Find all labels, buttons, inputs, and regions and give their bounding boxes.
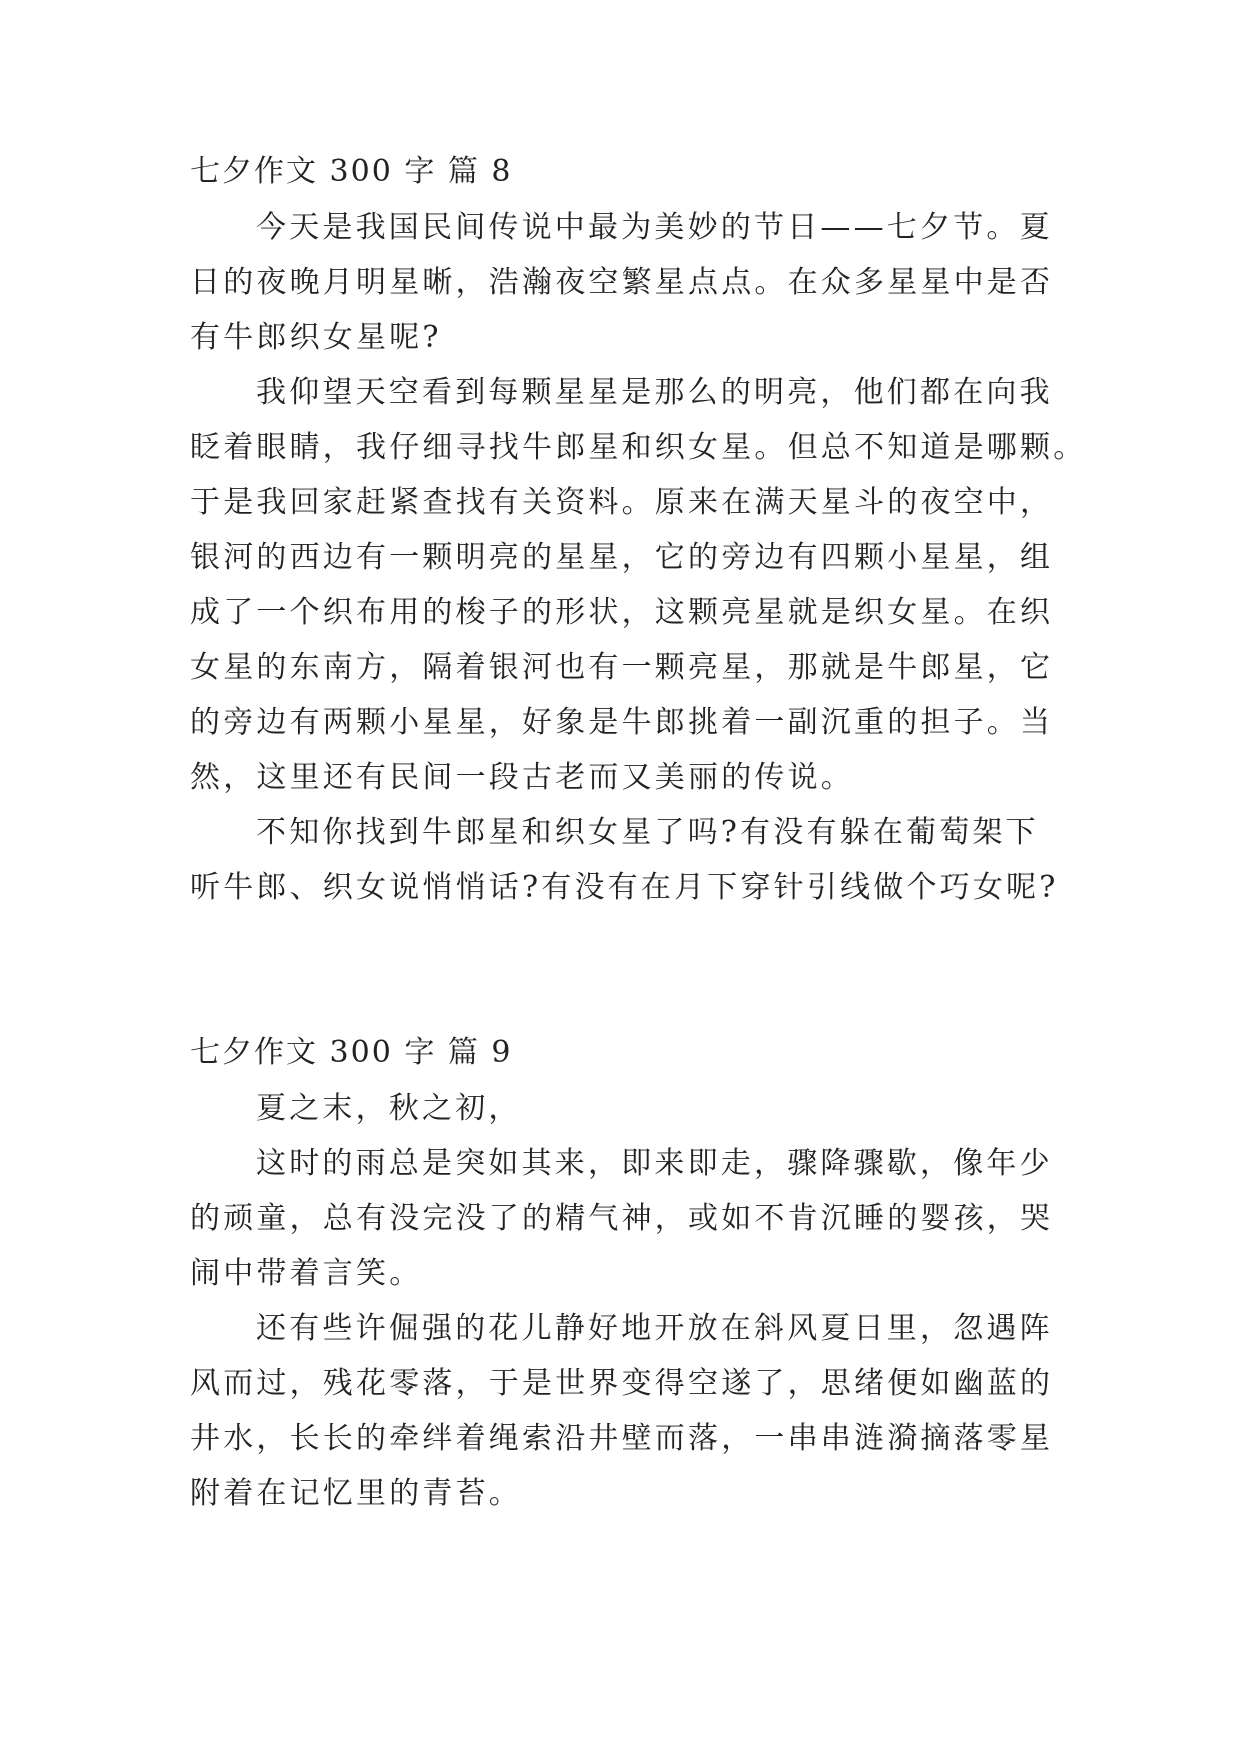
paragraph-line: 这时的雨总是突如其来，即来即走，骤降骤歇，像年少: [256, 1146, 1053, 1181]
paragraph-line: 眨着眼睛，我仔细寻找牛郎星和织女星。但总不知道是哪颗。: [190, 430, 1087, 465]
paragraph-line: 女星的东南方，隔着银河也有一颗亮星，那就是牛郎星，它: [190, 650, 1054, 685]
paragraph-line: 还有些许倔强的花儿静好地开放在斜风夏日里，忽遇阵: [256, 1311, 1053, 1346]
paragraph-line: 银河的西边有一颗明亮的星星，它的旁边有四颗小星星，组: [190, 540, 1054, 575]
paragraph-line: 不知你找到牛郎星和织女星了吗?有没有躲在葡萄架下: [256, 815, 1039, 850]
paragraph-line: 今天是我国民间传说中最为美妙的节日——七夕节。夏: [256, 210, 1053, 245]
paragraph-line: 闹中带着言笑。: [190, 1256, 423, 1291]
paragraph-line: 夏之末，秋之初，: [256, 1091, 522, 1126]
section-title-8: 七夕作文 300 字 篇 8: [190, 154, 513, 189]
paragraph-line: 风而过，残花零落，于是世界变得空遂了，思绪便如幽蓝的: [190, 1366, 1054, 1401]
paragraph-line: 于是我回家赶紧查找有关资料。原来在满天星斗的夜空中，: [190, 485, 1054, 520]
paragraph-line: 的顽童，总有没完没了的精气神，或如不肯沉睡的婴孩，哭: [190, 1201, 1054, 1236]
paragraph-line: 我仰望天空看到每颗星星是那么的明亮，他们都在向我: [256, 375, 1053, 410]
paragraph-line: 听牛郎、织女说悄悄话?有没有在月下穿针引线做个巧女呢?: [190, 870, 1059, 905]
paragraph-line: 附着在记忆里的青苔。: [190, 1476, 522, 1511]
paragraph-line: 有牛郎织女星呢?: [190, 320, 442, 355]
paragraph-line: 的旁边有两颗小星星，好象是牛郎挑着一副沉重的担子。当: [190, 705, 1054, 740]
section-title-9: 七夕作文 300 字 篇 9: [190, 1035, 513, 1070]
paragraph-line: 成了一个织布用的梭子的形状，这颗亮星就是织女星。在织: [190, 595, 1054, 630]
paragraph-line: 日的夜晚月明星晰，浩瀚夜空繁星点点。在众多星星中是否: [190, 265, 1054, 300]
paragraph-line: 井水，长长的牵绊着绳索沿井壁而落，一串串涟漪摘落零星: [190, 1421, 1054, 1456]
paragraph-line: 然，这里还有民间一段古老而又美丽的传说。: [190, 760, 854, 795]
